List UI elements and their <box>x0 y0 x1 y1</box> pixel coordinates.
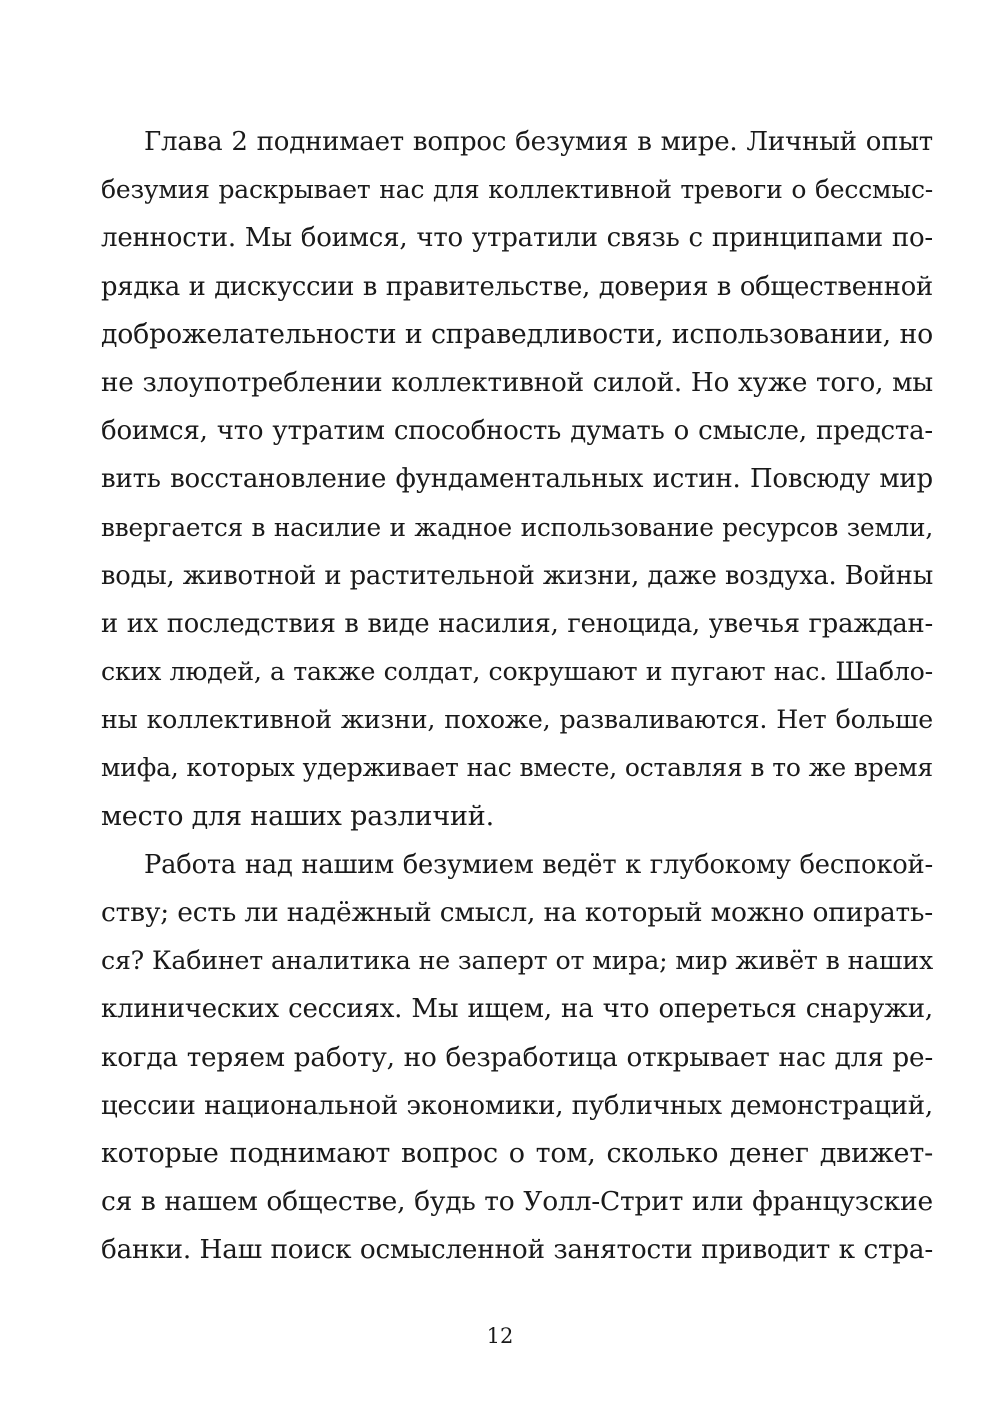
text-line: безумия раскрывает нас для коллективной тревоги о бессмыс- <box>101 175 933 205</box>
page-body <box>101 118 933 1275</box>
text-line: ся? Кабинет аналитика не заперт от мира; мир живёт в наших <box>101 946 933 976</box>
text-line: ся в нашем обществе, будь то Уолл-Стрит или французские <box>101 1186 933 1218</box>
text-line: ны коллективной жизни, похоже, разваливаются. Нет больше <box>101 705 933 735</box>
text-line: которые поднимают вопрос о том, сколько денег движет- <box>101 1137 933 1169</box>
text-line: мифа, которых удерживает нас вместе, оставляя в то же время <box>101 753 933 783</box>
text-line: банки. Наш поиск осмысленной занятости приводит к стра- <box>101 1235 933 1266</box>
text-line: Глава 2 поднимает вопрос безумия в мире. Личный опыт <box>144 127 933 157</box>
page-number: 12 <box>486 1324 514 1348</box>
text-line: и их последствия в виде насилия, геноцида, увечья граждан- <box>101 608 933 639</box>
text-line: ввергается в насилие и жадное использование ресурсов земли, <box>101 512 933 542</box>
text-line: клинических сессиях. Мы ищем, на что опереться снаружи, <box>101 994 933 1025</box>
text-line: не злоупотреблении коллективной силой. Но хуже того, мы <box>101 367 933 398</box>
text-line: вить восстановление фундаментальных истин. Повсюду мир <box>101 464 933 495</box>
text-line: Работа над нашим безумием ведёт к глубокому беспокой- <box>144 849 933 880</box>
paragraph-2 <box>101 841 933 1275</box>
text-line: когда теряем работу, но безработица открывает нас для ре- <box>101 1042 933 1073</box>
text-line: доброжелательности и справедливости, использовании, но <box>101 318 933 350</box>
text-line: рядка и дискуссии в правительстве, доверия в общественной <box>101 271 933 302</box>
text-line: боимся, что утратим способность думать о смысле, предста- <box>101 416 933 447</box>
text-line: ству; есть ли надёжный смысл, на который можно опирать- <box>101 897 933 928</box>
text-line: воды, животной и растительной жизни, даже воздуха. Войны <box>101 560 933 591</box>
paragraph-1 <box>101 118 933 841</box>
text-line: место для наших различий. <box>101 800 494 832</box>
text-line: ленности. Мы боимся, что утратили связь с принципами по- <box>101 223 933 254</box>
text-line: цессии национальной экономики, публичных демонстраций, <box>101 1090 933 1121</box>
text-line: ских людей, а также солдат, сокрушают и пугают нас. Шабло- <box>101 657 933 687</box>
